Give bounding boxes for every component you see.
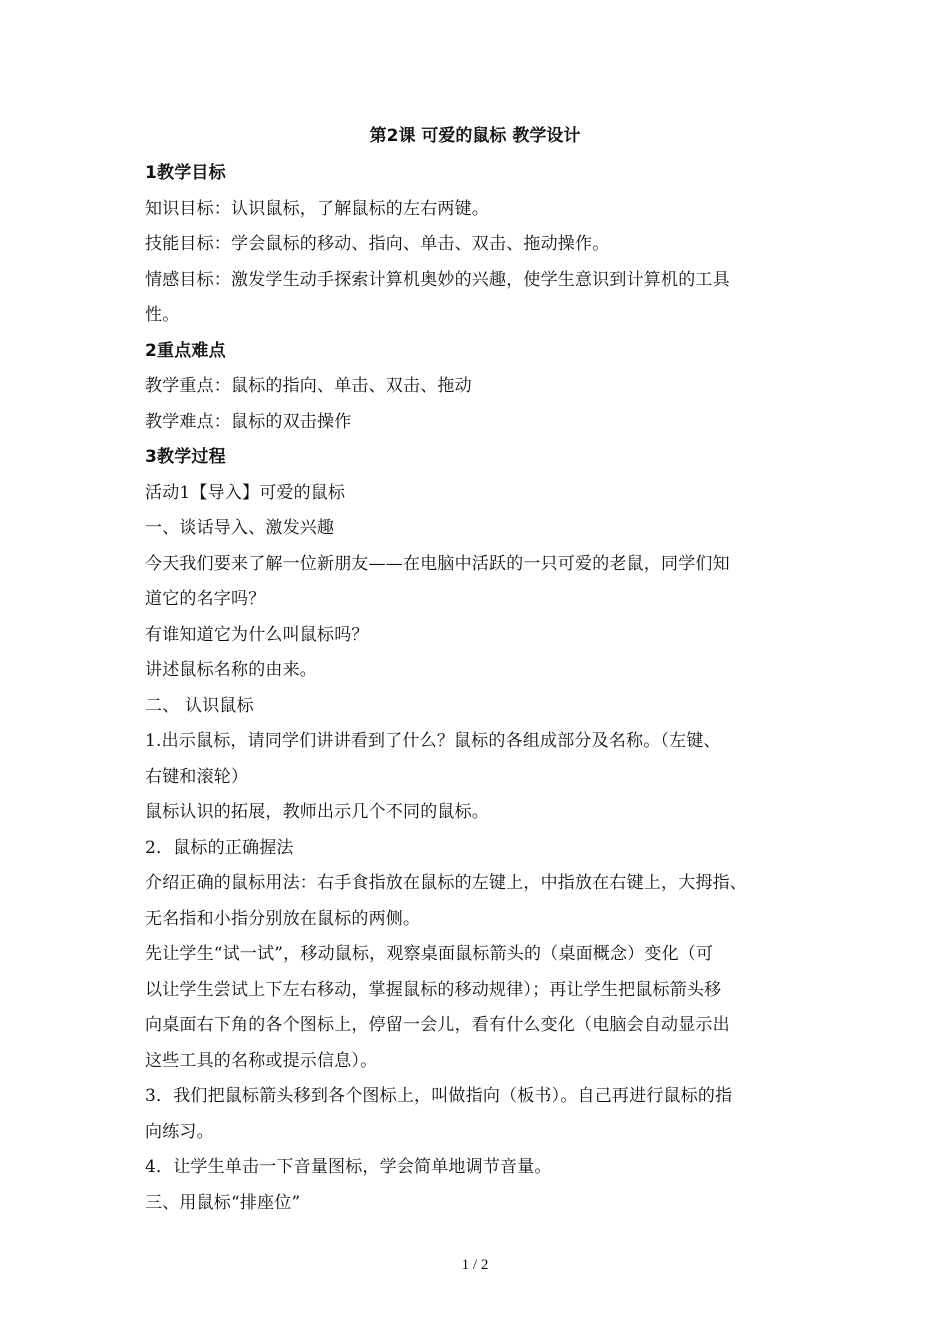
text-line: 教学难点：鼠标的双击操作 [145,411,352,432]
text-line: 介绍正确的鼠标用法：右手食指放在鼠标的左键上，中指放在右键上，大拇指、 [145,873,747,893]
document-body [145,156,825,1221]
text-line: 先让学生“试一试”，移动鼠标，观察桌面鼠标箭头的（桌面概念）变化（可 [145,944,714,964]
page-number: 1 / 2 [461,1257,489,1273]
text-line: 今天我们要来了解一位新朋友——在电脑中活跃的一只可爱的老鼠，同学们知 [145,553,730,574]
text-line: 活动1【导入】可爱的鼠标 [145,482,346,503]
text-line: 一、谈话导入、激发兴趣 [145,518,335,538]
text-line: 鼠标认识的拓展，教师出示几个不同的鼠标。 [145,802,489,822]
text-line: 向桌面右下角的各个图标上，停留一会儿，看有什么变化（电脑会自动显示出 [145,1015,730,1035]
text-line: 这些工具的名称或提示信息）。 [145,1050,378,1071]
text-line: 知识目标：认识鼠标，了解鼠标的左右两键。 [145,198,489,219]
text-line: 情感目标：激发学生动手探索计算机奥妙的兴趣，使学生意识到计算机的工具 [145,269,730,290]
text-line: 2．鼠标的正确握法 [145,837,294,858]
text-line: 向练习。 [145,1121,214,1142]
text-line: 3．我们把鼠标箭头移到各个图标上，叫做指向（板书）。自己再进行鼠标的指 [145,1086,733,1106]
text-line: 1.出示鼠标，请同学们讲讲看到了什么？鼠标的各组成部分及名称。（左键、 [145,731,721,751]
text-line: 4．让学生单击一下音量图标，学会简单地调节音量。 [145,1157,552,1177]
text-line: 二、 认识鼠标 [145,695,254,716]
text-line: 讲述鼠标名称的由来。 [145,660,317,680]
text-line: 右键和滚轮） [145,766,249,787]
section-heading: 1教学目标 [145,163,226,183]
section-heading: 3教学过程 [145,447,226,467]
text-line: 教学重点：鼠标的指向、单击、双击、拖动 [145,376,472,396]
text-line: 技能目标：学会鼠标的移动、指向、单击、双击、拖动操作。 [145,234,610,254]
text-line: 有谁知道它为什么叫鼠标吗？ [145,624,369,645]
text-line: 三、用鼠标“排座位” [145,1192,301,1213]
text-line: 以让学生尝试上下左右移动，掌握鼠标的移动规律）；再让学生把鼠标箭头移 [145,979,722,1000]
text-line: 性。 [145,305,180,325]
text-line: 道它的名字吗？ [145,589,266,609]
section-heading: 2重点难点 [145,340,226,361]
document-title: 第2课 可爱的鼠标 教学设计 [369,126,581,146]
text-line: 无名指和小指分别放在鼠标的两侧。 [145,908,421,929]
